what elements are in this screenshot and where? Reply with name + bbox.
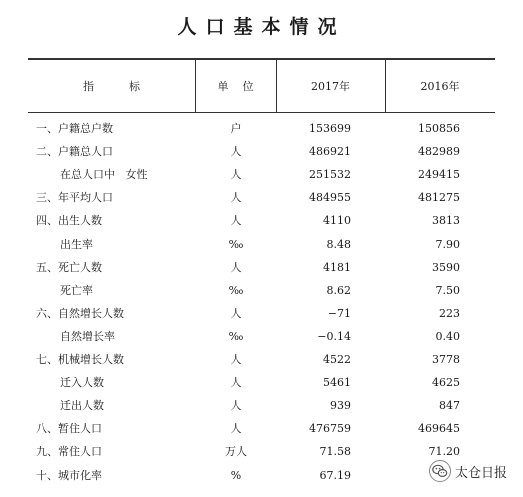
row-unit: %	[230, 468, 242, 482]
table-row	[0, 372, 523, 394]
row-unit: 人	[230, 191, 242, 205]
row-unit: 人	[230, 168, 242, 182]
table-row	[0, 326, 523, 348]
row-label: 三、年平均人口	[36, 191, 113, 205]
row-label: 出生率	[60, 237, 93, 251]
row-value-2016: 223	[439, 306, 460, 320]
row-value-2017: 484955	[309, 191, 351, 205]
row-label: 四、出生人数	[36, 214, 102, 228]
row-value-2017: 153699	[309, 122, 351, 135]
table-row	[0, 303, 523, 325]
row-value-2017: 4110	[323, 214, 351, 228]
table-row	[0, 141, 523, 163]
row-unit: ‰	[228, 237, 244, 251]
table-header-rule	[28, 112, 495, 113]
row-value-2016: 7.50	[435, 283, 460, 297]
row-value-2017: 71.58	[319, 445, 351, 459]
row-label: 十、城市化率	[36, 468, 102, 482]
table-top-rule	[28, 58, 495, 60]
row-value-2017: −0.14	[317, 329, 351, 343]
row-value-2016: 469645	[418, 422, 460, 436]
page-title: 人口基本情况	[177, 16, 346, 38]
row-value-2016: 4625	[432, 376, 460, 390]
row-value-2017: −71	[327, 306, 351, 320]
row-value-2016: 0.40	[435, 329, 460, 343]
row-value-2017: 486921	[309, 145, 351, 159]
row-value-2017: 8.62	[326, 283, 351, 297]
table-row	[0, 118, 523, 140]
row-unit: 万人	[225, 445, 247, 459]
row-value-2017: 476759	[309, 422, 351, 436]
header-2016: 2016年	[420, 80, 460, 93]
row-unit: 人	[230, 399, 242, 413]
row-value-2016: 7.90	[435, 237, 460, 251]
row-value-2016: 249415	[418, 168, 460, 182]
row-unit: 人	[230, 353, 242, 366]
row-value-2016: 3778	[432, 353, 460, 366]
table-row	[0, 257, 523, 279]
header-2017: 2017年	[311, 80, 350, 93]
row-unit: ‰	[228, 329, 244, 343]
row-label: 八、暂住人口	[36, 422, 102, 436]
row-label: 在总人口中 女性	[60, 168, 148, 182]
watermark-text: 太仓日报	[455, 465, 508, 481]
row-value-2017: 939	[330, 399, 351, 413]
table-row	[0, 349, 523, 371]
row-label: 六、自然增长人数	[36, 306, 124, 320]
row-unit: 人	[230, 306, 242, 320]
row-value-2016: 150856	[418, 122, 460, 135]
header-indicator: 指 标	[83, 80, 140, 93]
row-value-2017: 67.19	[319, 468, 351, 482]
row-value-2017: 4181	[323, 260, 351, 274]
table-row	[0, 418, 523, 440]
row-label: 自然增长率	[60, 329, 115, 343]
table-row	[0, 187, 523, 209]
table-row	[0, 234, 523, 256]
row-value-2017: 8.48	[326, 237, 351, 251]
row-value-2016: 481275	[418, 191, 460, 205]
row-value-2016: 3590	[432, 260, 460, 274]
row-unit: 人	[230, 214, 242, 228]
row-label: 九、常住人口	[36, 445, 102, 459]
row-label: 迁入人数	[60, 376, 104, 390]
row-value-2017: 4522	[323, 353, 351, 366]
row-unit: 人	[230, 376, 242, 390]
row-label: 七、机械增长人数	[36, 353, 124, 366]
table-row	[0, 210, 523, 232]
row-label: 一、户籍总户数	[36, 122, 113, 135]
row-unit: 人	[230, 145, 242, 159]
row-unit: ‰	[228, 283, 244, 297]
row-unit: 人	[230, 422, 242, 436]
row-value-2017: 5461	[323, 376, 351, 390]
wechat-icon	[429, 460, 451, 482]
row-label: 迁出人数	[60, 399, 104, 413]
row-unit: 人	[230, 260, 242, 274]
watermark	[429, 458, 507, 484]
row-value-2016: 3813	[432, 214, 460, 228]
table-row	[0, 164, 523, 186]
row-value-2016: 71.20	[428, 445, 460, 459]
row-label: 五、死亡人数	[36, 260, 102, 274]
row-value-2016: 847	[439, 399, 460, 413]
row-unit: 户	[230, 122, 242, 135]
table-row	[0, 395, 523, 417]
table-row	[0, 280, 523, 302]
header-unit: 单 位	[217, 80, 254, 93]
row-value-2016: 482989	[418, 145, 460, 159]
row-value-2017: 251532	[309, 168, 351, 182]
row-label: 死亡率	[60, 283, 93, 297]
row-label: 二、户籍总人口	[36, 145, 113, 159]
